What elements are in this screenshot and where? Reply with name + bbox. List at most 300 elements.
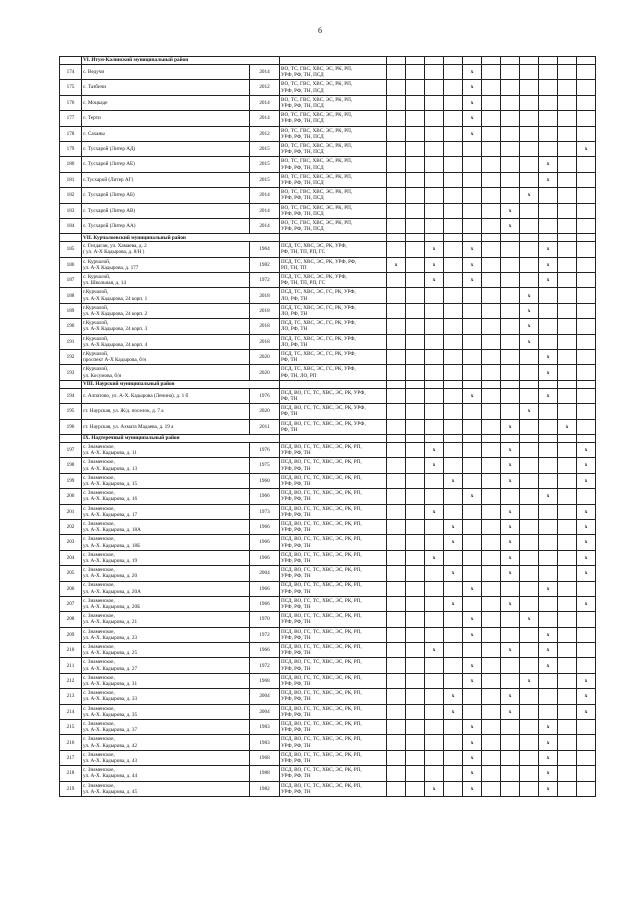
work-mark: x [539, 720, 558, 735]
row-number: 197 [60, 442, 82, 457]
mark-cell [482, 242, 501, 257]
mark-cell [520, 242, 539, 257]
mark-cell [425, 596, 444, 611]
works-list-cell: ПСД, ВО, ГС, ТС, ХВС, ЭС, РК, РП, УРФ, РФ, ТН [280, 781, 387, 796]
table-row [60, 735, 596, 750]
mark-cell [558, 612, 577, 627]
mark-cell [482, 720, 501, 735]
mark-cell [387, 273, 406, 288]
address-cell: с. Тусхарой (Литер АВ) [82, 203, 250, 218]
mark-cell [577, 434, 596, 442]
mark-cell [558, 319, 577, 334]
section-title: VII. Курчалоевский муниципальный район [82, 234, 280, 242]
year-cell: 1988 [250, 766, 280, 781]
works-list-cell: ПСД, ТС, ХВС, ЭС, РК, УРФ, РФ, ТН, ТП, РП, ГС [280, 242, 387, 257]
works-list-cell: ВО, ТС, ГВС, ХВС, ЭС, РК, РП, УРФ, РФ, ТН, ПСД [280, 218, 387, 233]
mark-cell [558, 404, 577, 419]
mark-cell [463, 218, 482, 233]
work-mark: x [520, 188, 539, 203]
works-list-cell: ПСД, ТС, ХВС, ЭС, ГС, РК, УРФ, ЛО, РФ, ТН [280, 334, 387, 349]
mark-cell [520, 535, 539, 550]
mark-cell [501, 673, 520, 688]
mark-cell [520, 504, 539, 519]
mark-cell [577, 303, 596, 318]
mark-cell [406, 658, 425, 673]
work-mark: x [425, 273, 444, 288]
row-number: 207 [60, 596, 82, 611]
address-cell: с. Знаменское, ул. А-Х. Кадырова, д. 13 [82, 458, 250, 473]
address-cell: с. Алпатово, ул. А-Х. Кадырова (Ленина), д. 1 б [82, 388, 250, 403]
works-list-cell: ВО, ТС, ГВС, ХВС, ЭС, РК, РП, УРФ, РФ, ТН, ПСД [280, 126, 387, 141]
mark-cell [520, 627, 539, 642]
mark-cell [406, 750, 425, 765]
year-cell: 1982 [250, 257, 280, 272]
mark-cell [463, 704, 482, 719]
mark-cell [577, 627, 596, 642]
mark-cell [520, 365, 539, 380]
mark-cell [425, 65, 444, 80]
mark-cell [501, 334, 520, 349]
mark-cell [577, 172, 596, 187]
work-mark: x [463, 750, 482, 765]
year-cell: 1968 [250, 750, 280, 765]
table-row [60, 442, 596, 457]
row-number: 202 [60, 519, 82, 534]
mark-cell [387, 65, 406, 80]
mark-cell [520, 704, 539, 719]
mark-cell [463, 643, 482, 658]
year-cell: 1966 [250, 596, 280, 611]
mark-cell [387, 319, 406, 334]
mark-cell [444, 766, 463, 781]
mark-cell [520, 80, 539, 95]
mark-cell [463, 380, 482, 388]
work-mark: x [463, 80, 482, 95]
work-mark: x [444, 704, 463, 719]
mark-cell [501, 781, 520, 796]
mark-cell [539, 188, 558, 203]
mark-cell [577, 581, 596, 596]
mark-cell [444, 80, 463, 95]
mark-cell [539, 380, 558, 388]
mark-cell [520, 550, 539, 565]
section-number-cell [60, 380, 82, 388]
year-cell: 1982 [250, 781, 280, 796]
table-row [60, 720, 596, 735]
mark-cell [406, 735, 425, 750]
works-list-cell: ПСД, ВО, ГС, ТС, ХВС, ЭС, РК, РП, УРФ, РФ, ТН [280, 596, 387, 611]
mark-cell [520, 388, 539, 403]
mark-cell [558, 388, 577, 403]
mark-cell [501, 141, 520, 156]
row-number: 191 [60, 334, 82, 349]
works-list-cell: ПСД, ВО, ГС, ТС, ХВС, ЭС, РК, РП, УРФ, РФ, ТН [280, 458, 387, 473]
mark-cell [482, 218, 501, 233]
table-row [60, 504, 596, 519]
mark-cell [463, 550, 482, 565]
mark-cell [406, 612, 425, 627]
mark-cell [444, 273, 463, 288]
row-number: 177 [60, 111, 82, 126]
mark-cell [425, 172, 444, 187]
mark-cell [501, 188, 520, 203]
mark-cell [482, 766, 501, 781]
work-mark: x [577, 519, 596, 534]
mark-cell [387, 442, 406, 457]
mark-cell [501, 111, 520, 126]
work-mark: x [539, 781, 558, 796]
mark-cell [406, 188, 425, 203]
works-list-cell: ВО, ТС, ГВС, ХВС, ЭС, РК, РП, УРФ, РФ, ТН, ПСД [280, 141, 387, 156]
row-number: 214 [60, 704, 82, 719]
works-list-cell: ПСД, ВО, ГС, ТС, ХВС, ЭС, РК, РП, УРФ, РФ, ТН [280, 504, 387, 519]
row-number: 213 [60, 689, 82, 704]
mark-cell [539, 566, 558, 581]
table-row [60, 350, 596, 365]
mark-cell [387, 303, 406, 318]
mark-cell [539, 673, 558, 688]
mark-cell [444, 658, 463, 673]
works-list-cell: ПСД, ВО, ГС, ТС, ХВС, ЭС, РК, РП, УРФ, РФ, ТН [280, 519, 387, 534]
work-mark: x [463, 242, 482, 257]
mark-cell [577, 203, 596, 218]
year-cell: 1972 [250, 273, 280, 288]
mark-cell [520, 519, 539, 534]
mark-cell [501, 735, 520, 750]
mark-cell [463, 350, 482, 365]
mark-cell [558, 273, 577, 288]
mark-cell [463, 473, 482, 488]
mark-cell [482, 141, 501, 156]
mark-cell [577, 350, 596, 365]
row-number: 174 [60, 65, 82, 80]
mark-cell [577, 750, 596, 765]
mark-cell [577, 273, 596, 288]
mark-cell [558, 111, 577, 126]
address-cell: с. Знаменское, ул. А-Х. Кадырова, д. 43 [82, 750, 250, 765]
row-number: 185 [60, 242, 82, 257]
address-cell: с. Знаменское, ул. А-Х. Кадырова, д. 44 [82, 766, 250, 781]
work-mark: x [444, 566, 463, 581]
mark-cell [520, 419, 539, 434]
mark-cell [406, 380, 425, 388]
mark-cell [463, 234, 482, 242]
mark-cell [406, 172, 425, 187]
mark-cell [406, 643, 425, 658]
mark-cell [501, 288, 520, 303]
mark-cell [558, 65, 577, 80]
work-mark: x [501, 535, 520, 550]
row-number: 211 [60, 658, 82, 673]
mark-cell [558, 596, 577, 611]
mark-cell [558, 720, 577, 735]
works-list-cell: ПСД, ВО, ГС, ТС, ХВС, ЭС, РК, РП, УРФ, РФ, ТН [280, 566, 387, 581]
table-row [60, 188, 596, 203]
address-cell: с. Тазбичи [82, 80, 250, 95]
address-cell: г.Курчалой, ул. А-Х Кадырова, 24 корп. 2 [82, 303, 250, 318]
mark-cell [387, 188, 406, 203]
work-mark: x [501, 442, 520, 457]
mark-cell [520, 643, 539, 658]
mark-cell [577, 288, 596, 303]
mark-cell [558, 643, 577, 658]
mark-cell [539, 535, 558, 550]
address-cell: с. Саханы [82, 126, 250, 141]
work-mark: x [425, 458, 444, 473]
mark-cell [463, 504, 482, 519]
mark-cell [463, 419, 482, 434]
mark-cell [387, 141, 406, 156]
work-mark: x [539, 172, 558, 187]
works-list-cell: ВО, ТС, ГВС, ХВС, ЭС, РК, РП, УРФ, РФ, ТН, ПСД [280, 188, 387, 203]
mark-cell [501, 434, 520, 442]
mark-cell [425, 303, 444, 318]
mark-cell [558, 673, 577, 688]
mark-cell [406, 157, 425, 172]
work-mark: x [501, 218, 520, 233]
mark-cell [425, 57, 444, 65]
section-number-cell [60, 57, 82, 65]
address-cell: г.Курчалой, ул. А-Х Кадырова, 24 корп. 1 [82, 288, 250, 303]
address-cell: ст. Наурская, ул. Ж/д. поселок, д. 7 а [82, 404, 250, 419]
mark-cell [501, 404, 520, 419]
mark-cell [482, 111, 501, 126]
address-cell: с. Знаменское, ул. А-Х. Кадырова, д. 33 [82, 689, 250, 704]
row-number: 206 [60, 581, 82, 596]
mark-cell [406, 720, 425, 735]
mark-cell [482, 612, 501, 627]
row-number: 210 [60, 643, 82, 658]
year-cell: 1983 [250, 720, 280, 735]
mark-cell [482, 519, 501, 534]
works-list-cell: ПСД, ТС, ХВС, ЭС, ГС, РК, УРФ, РФ, ТН, ЛО, РП [280, 365, 387, 380]
row-number: 186 [60, 257, 82, 272]
mark-cell [558, 781, 577, 796]
year-cell: 2014 [250, 188, 280, 203]
mark-cell [387, 781, 406, 796]
work-mark: x [501, 596, 520, 611]
mark-cell [539, 288, 558, 303]
mark-cell [406, 581, 425, 596]
work-mark: x [539, 157, 558, 172]
mark-cell [482, 95, 501, 110]
mark-cell [482, 704, 501, 719]
address-cell: с. Знаменское, ул. А-Х. Кадырова, д. 20Б [82, 596, 250, 611]
mark-cell [539, 80, 558, 95]
year-cell: 2014 [250, 218, 280, 233]
mark-cell [425, 319, 444, 334]
work-mark: x [387, 257, 406, 272]
mark-cell [539, 126, 558, 141]
mark-cell [539, 434, 558, 442]
row-number: 192 [60, 350, 82, 365]
mark-cell [482, 203, 501, 218]
mark-cell [425, 704, 444, 719]
work-mark: x [425, 242, 444, 257]
row-number: 205 [60, 566, 82, 581]
mark-cell [501, 303, 520, 318]
table-row [60, 172, 596, 187]
section-works-cell [280, 57, 387, 65]
mark-cell [444, 550, 463, 565]
mark-cell [387, 581, 406, 596]
works-list-cell: ПСД, ВО, ГС, ТС, ХВС, ЭС, РК, РП, УРФ, РФ, ТН [280, 535, 387, 550]
table-row [60, 566, 596, 581]
mark-cell [482, 172, 501, 187]
mark-cell [520, 203, 539, 218]
works-list-cell: ВО, ТС, ГВС, ХВС, ЭС, РК, РП, УРФ, РФ, ТН, ПСД [280, 80, 387, 95]
mark-cell [406, 350, 425, 365]
mark-cell [558, 458, 577, 473]
mark-cell [444, 157, 463, 172]
work-mark: x [463, 673, 482, 688]
mark-cell [406, 596, 425, 611]
address-cell: ст. Наурская, ул. Ахмата Мадаева, д. 19 а [82, 419, 250, 434]
year-cell: 2004 [250, 689, 280, 704]
address-cell: г.Курчалой, ул. А-Х Кадырова, 24 корп. 3 [82, 319, 250, 334]
mark-cell [520, 566, 539, 581]
mark-cell [558, 126, 577, 141]
mark-cell [577, 643, 596, 658]
year-cell: 2018 [250, 334, 280, 349]
mark-cell [425, 157, 444, 172]
year-cell: 2020 [250, 365, 280, 380]
mark-cell [520, 141, 539, 156]
mark-cell [539, 141, 558, 156]
mark-cell [482, 288, 501, 303]
row-number: 193 [60, 365, 82, 380]
work-mark: x [501, 203, 520, 218]
mark-cell [425, 750, 444, 765]
year-cell: 1976 [250, 442, 280, 457]
works-list-cell: ПСД, ВО, ГС, ТС, ХВС, ЭС, РК, РП, УРФ, РФ, ТН [280, 550, 387, 565]
mark-cell [558, 95, 577, 110]
mark-cell [577, 404, 596, 419]
work-mark: x [425, 550, 444, 565]
mark-cell [577, 95, 596, 110]
mark-cell [520, 596, 539, 611]
mark-cell [501, 612, 520, 627]
mark-cell [444, 95, 463, 110]
mark-cell [463, 365, 482, 380]
mark-cell [501, 489, 520, 504]
year-cell: 2004 [250, 704, 280, 719]
mark-cell [520, 126, 539, 141]
mark-cell [425, 473, 444, 488]
mark-cell [387, 689, 406, 704]
mark-cell [444, 581, 463, 596]
table-row [60, 627, 596, 642]
mark-cell [387, 704, 406, 719]
works-list-cell: ПСД, ВО, ГС, ТС, ХВС, ЭС, РК, РП, УРФ, РФ, ТН [280, 489, 387, 504]
works-list-cell: ПСД, ВО, ГС, ТС, ХВС, ЭС, РК, РП, УРФ, РФ, ТН [280, 704, 387, 719]
works-list-cell: ПСД, ВО, ГС, ТС, ХВС, ЭС, РК, РП, УРФ, РФ, ТН [280, 750, 387, 765]
works-list-cell: ПСД, ВО, ГС, ТС, ХВС, ЭС, РК, УРФ, РФ, ТН [280, 419, 387, 434]
mark-cell [501, 95, 520, 110]
work-mark: x [577, 673, 596, 688]
mark-cell [387, 334, 406, 349]
mark-cell [539, 473, 558, 488]
mark-cell [406, 442, 425, 457]
mark-cell [482, 673, 501, 688]
mark-cell [501, 627, 520, 642]
row-number: 190 [60, 319, 82, 334]
row-number: 182 [60, 188, 82, 203]
table-row [60, 218, 596, 233]
mark-cell [406, 111, 425, 126]
section-title: IX. Надтеречный муниципальный район [82, 434, 280, 442]
row-number: 175 [60, 80, 82, 95]
mark-cell [482, 504, 501, 519]
section-works-cell [280, 234, 387, 242]
mark-cell [425, 566, 444, 581]
mark-cell [539, 319, 558, 334]
works-list-cell: ПСД, ВО, ГС, ТС, ХВС, ЭС, РК, РП, УРФ, РФ, ТН [280, 442, 387, 457]
section-row [60, 57, 596, 65]
work-mark: x [501, 689, 520, 704]
table-row [60, 242, 596, 257]
row-number: 212 [60, 673, 82, 688]
work-mark: x [501, 504, 520, 519]
mark-cell [520, 172, 539, 187]
section-title: VI. Итум-Калинский муниципальный район [82, 57, 280, 65]
address-cell: с. Знаменское, ул. А-Х. Кадырова, д. 27 [82, 658, 250, 673]
work-mark: x [520, 303, 539, 318]
mark-cell [406, 404, 425, 419]
mark-cell [520, 234, 539, 242]
work-mark: x [539, 766, 558, 781]
mark-cell [406, 65, 425, 80]
mark-cell [387, 350, 406, 365]
mark-cell [577, 781, 596, 796]
mark-cell [577, 188, 596, 203]
work-mark: x [520, 612, 539, 627]
table-row [60, 141, 596, 156]
work-mark: x [501, 519, 520, 534]
mark-cell [558, 704, 577, 719]
mark-cell [406, 489, 425, 504]
table-row [60, 126, 596, 141]
mark-cell [425, 80, 444, 95]
mark-cell [387, 288, 406, 303]
year-cell: 2015 [250, 141, 280, 156]
year-cell: 1960 [250, 473, 280, 488]
works-list-cell: ПСД, ТС, ХВС, ЭС, ГС, РК, УРФ, ЛО, РФ, ТН [280, 288, 387, 303]
work-mark: x [577, 473, 596, 488]
mark-cell [425, 188, 444, 203]
work-mark: x [425, 257, 444, 272]
mark-cell [444, 750, 463, 765]
mark-cell [444, 720, 463, 735]
mark-cell [539, 234, 558, 242]
mark-cell [444, 419, 463, 434]
works-list-cell: ПСД, ТС, ХВС, ЭС, РК, УРФ, РФ, РП, ТН, ТП [280, 257, 387, 272]
mark-cell [406, 218, 425, 233]
row-number: 194 [60, 388, 82, 403]
work-mark: x [501, 566, 520, 581]
mark-cell [444, 404, 463, 419]
mark-cell [520, 157, 539, 172]
mark-cell [425, 612, 444, 627]
works-list-cell: ПСД, ВО, ГС, ТС, ХВС, ЭС, РК, РП, УРФ, РФ, ТН [280, 689, 387, 704]
work-mark: x [463, 781, 482, 796]
mark-cell [425, 627, 444, 642]
row-number: 216 [60, 735, 82, 750]
mark-cell [482, 334, 501, 349]
mark-cell [558, 442, 577, 457]
mark-cell [406, 550, 425, 565]
year-cell: 1966 [250, 519, 280, 534]
